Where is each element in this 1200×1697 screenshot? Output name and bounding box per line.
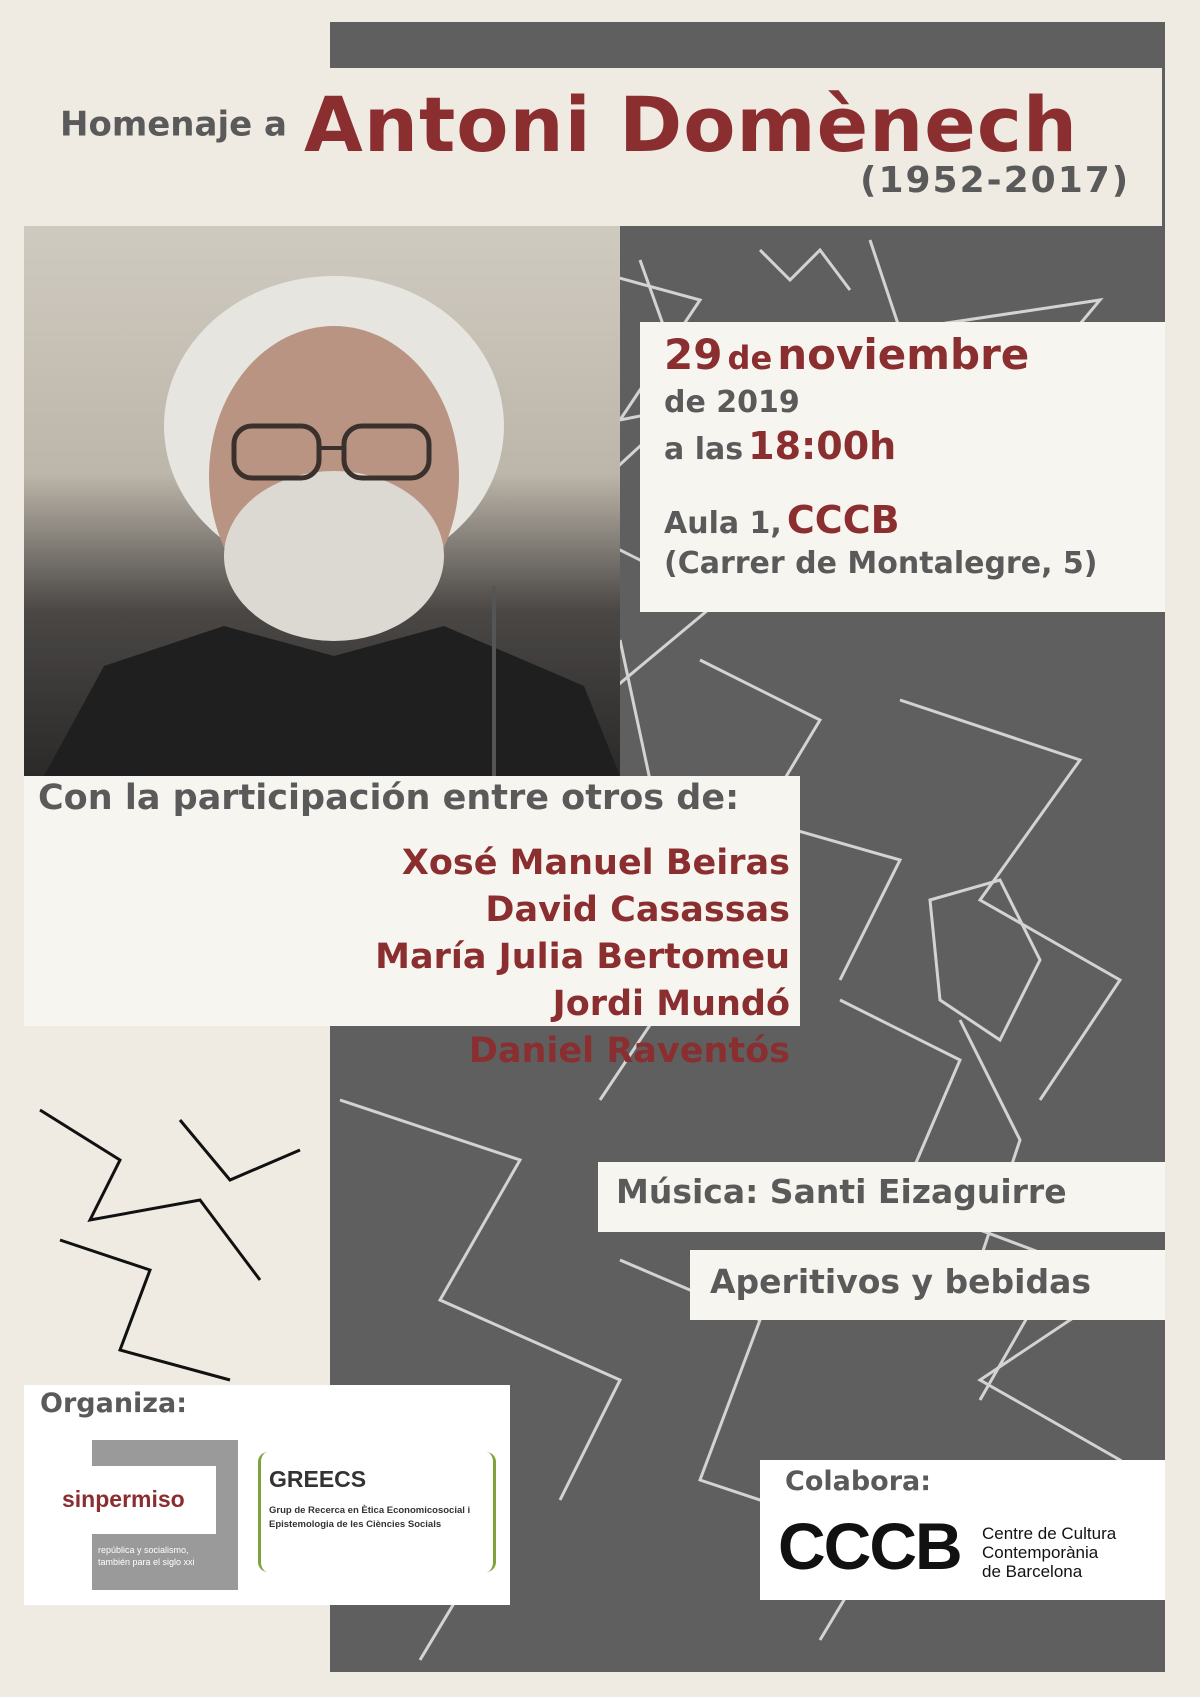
greecs-logo <box>258 1452 496 1572</box>
date-day: 29 <box>664 330 723 379</box>
title-line <box>60 80 1078 169</box>
participant-name: David Casassas <box>485 890 790 930</box>
time-prefix: a las <box>664 432 744 467</box>
title-prefix: Homenaje a <box>60 104 287 145</box>
sinpermiso-permiso: permiso <box>95 1486 185 1512</box>
music-text: Música: Santi Eizaguirre <box>616 1172 1067 1211</box>
venue-address: (Carrer de Montalegre, 5) <box>664 546 1098 581</box>
sinpermiso-tagline-1: república y socialismo, <box>98 1545 189 1555</box>
food-text: Aperitivos y bebidas <box>710 1262 1091 1301</box>
title-years: (1952-2017) <box>860 160 1131 201</box>
venue-name: CCCB <box>786 498 900 542</box>
date-year: de 2019 <box>664 385 800 420</box>
venue-prefix: Aula 1, <box>664 506 782 541</box>
greecs-title: GREECS <box>269 1466 367 1492</box>
cccb-fullname <box>982 1524 1116 1581</box>
organiza-label: Organiza: <box>40 1388 188 1419</box>
participant-name: Daniel Raventós <box>468 1031 790 1071</box>
greecs-line-2: Epistemologia de les Ciències Socials <box>269 1519 442 1530</box>
date-de: de <box>727 339 773 377</box>
cccb-line-2: Contemporània <box>982 1543 1099 1562</box>
participants-heading: Con la participación entre otros de: <box>38 778 740 818</box>
participants-list <box>190 840 790 1075</box>
portrait-illustration <box>24 226 620 776</box>
cccb-line-3: de Barcelona <box>982 1562 1083 1581</box>
date-text <box>664 330 1098 581</box>
cccb-wordmark: CCCB <box>778 1509 961 1583</box>
date-month: noviembre <box>777 330 1030 379</box>
cccb-logo <box>778 1508 961 1584</box>
cccb-line-1: Centre de Cultura <box>982 1524 1117 1543</box>
sinpermiso-tagline <box>98 1544 195 1568</box>
sinpermiso-wordmark <box>62 1486 185 1513</box>
participant-name: Jordi Mundó <box>552 984 790 1024</box>
participant-name: María Julia Bertomeu <box>375 937 790 977</box>
portrait-photo <box>24 226 620 776</box>
greecs-line-1: Grup de Recerca en Ètica Economicosocial i <box>269 1505 471 1516</box>
participant-name: Xosé Manuel Beiras <box>401 843 790 883</box>
event-time: 18:00h <box>748 424 897 468</box>
sinpermiso-tagline-2: también para el siglo xxi <box>98 1557 195 1567</box>
sinpermiso-logo <box>62 1440 238 1590</box>
colabora-label: Colabora: <box>785 1466 932 1497</box>
greecs-subtitle <box>269 1504 470 1532</box>
title-name: Antoni Domènech <box>304 80 1078 169</box>
sinpermiso-sin: sin <box>62 1486 96 1512</box>
